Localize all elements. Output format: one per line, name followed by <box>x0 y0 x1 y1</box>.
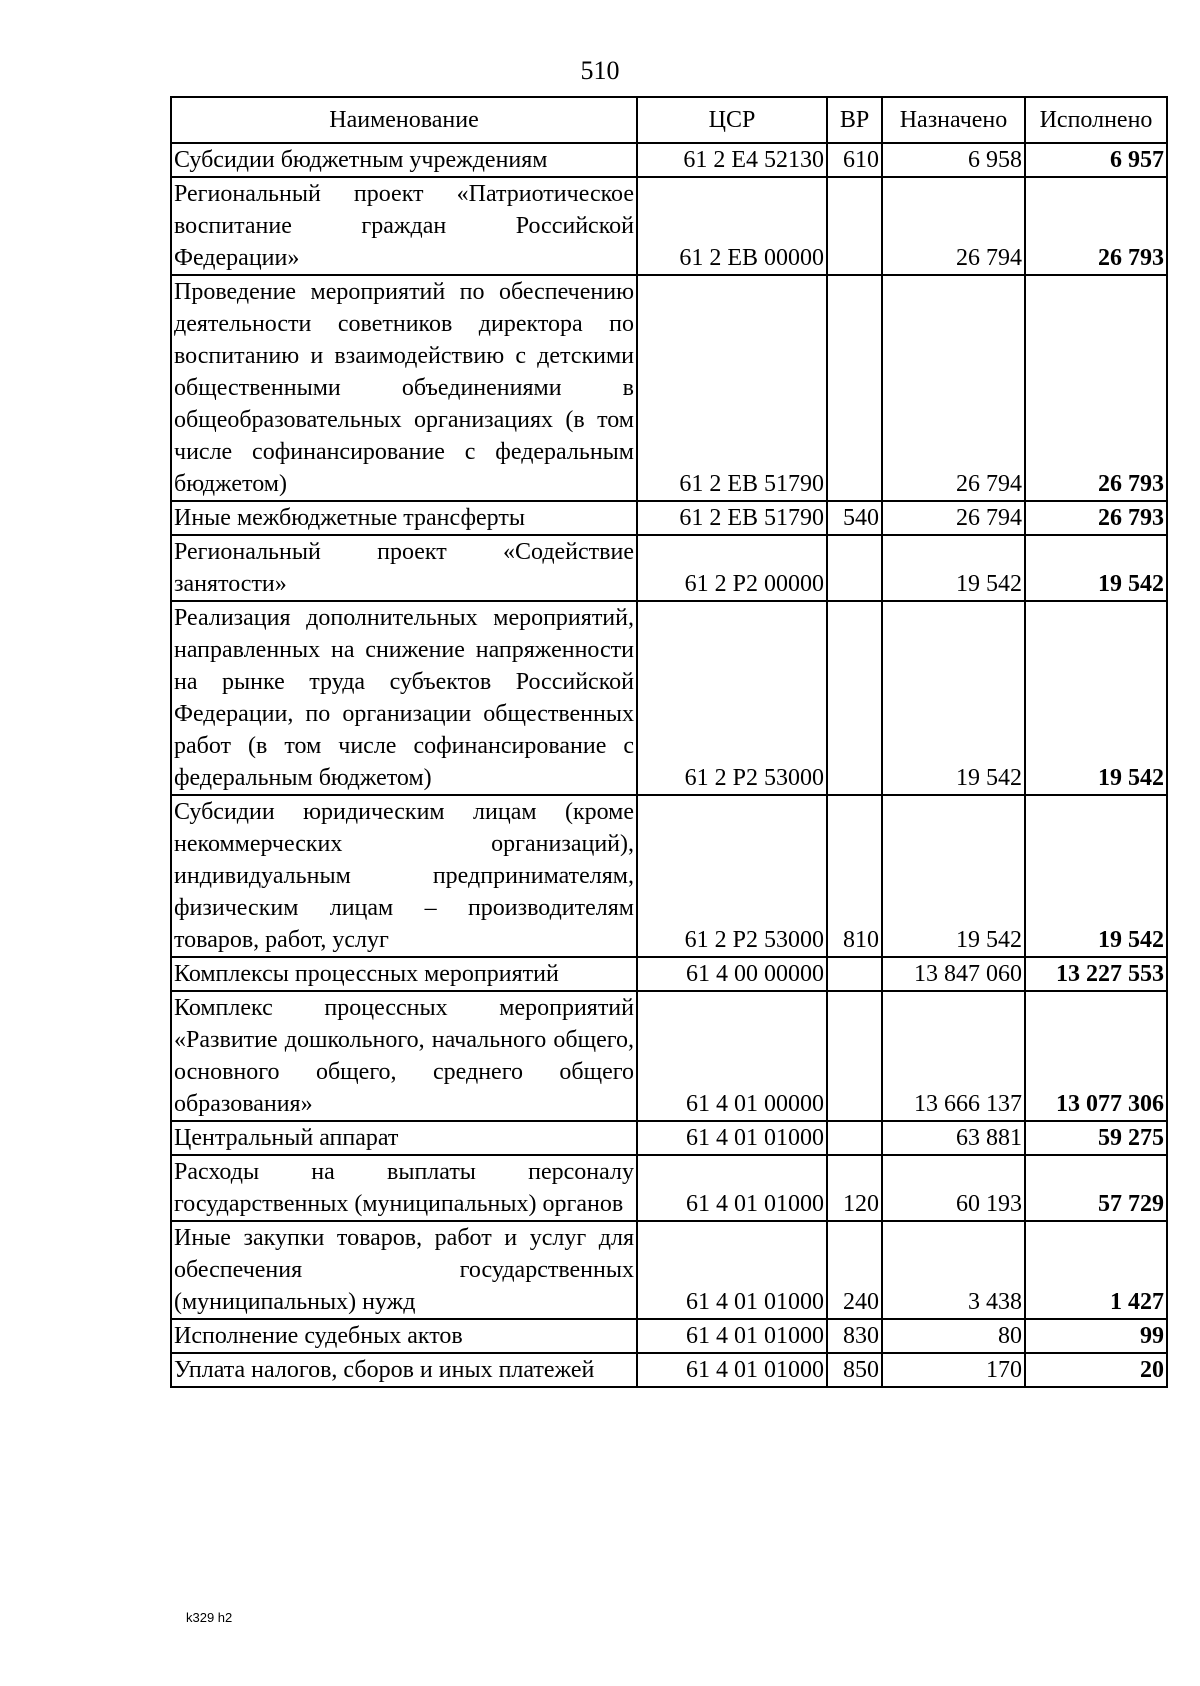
row-vr: 540 <box>827 501 882 535</box>
header-csr: ЦСР <box>637 97 827 143</box>
row-assigned: 13 666 137 <box>882 991 1025 1121</box>
row-name: Региональный проект «Содействие занятости» <box>171 535 637 601</box>
table-row <box>171 177 1167 275</box>
row-assigned: 19 542 <box>882 535 1025 601</box>
row-executed: 26 793 <box>1025 501 1167 535</box>
row-vr <box>827 991 882 1121</box>
row-name: Реализация дополнительных мероприятий, направленных на снижение напряженности на рынке труда субъектов Российской Федерации, по организации общественных работ (в том числе софинансирование с федеральным бюджетом) <box>171 601 637 795</box>
row-assigned: 26 794 <box>882 275 1025 501</box>
table-row <box>171 501 1167 535</box>
row-vr <box>827 275 882 501</box>
row-name: Центральный аппарат <box>171 1121 637 1155</box>
row-vr: 240 <box>827 1221 882 1319</box>
table-row <box>171 957 1167 991</box>
row-name: Региональный проект «Патриотическое воспитание граждан Российской Федерации» <box>171 177 637 275</box>
row-assigned: 26 794 <box>882 501 1025 535</box>
header-executed: Исполнено <box>1025 97 1167 143</box>
row-csr: 61 4 01 01000 <box>637 1155 827 1221</box>
row-vr: 830 <box>827 1319 882 1353</box>
row-name: Субсидии бюджетным учреждениям <box>171 143 637 177</box>
row-vr <box>827 601 882 795</box>
row-csr: 61 2 P2 00000 <box>637 535 827 601</box>
row-assigned: 26 794 <box>882 177 1025 275</box>
row-assigned: 63 881 <box>882 1121 1025 1155</box>
row-assigned: 6 958 <box>882 143 1025 177</box>
table-row <box>171 1353 1167 1387</box>
row-name: Проведение мероприятий по обеспечению деятельности советников директора по воспитанию и взаимодействию с детскими общественными объединениями в общеобразовательных организациях (в том числе софинансирование с федеральным бюджетом) <box>171 275 637 501</box>
table-row <box>171 991 1167 1121</box>
row-csr: 61 2 E4 52130 <box>637 143 827 177</box>
row-name: Уплата налогов, сборов и иных платежей <box>171 1353 637 1387</box>
row-executed: 26 793 <box>1025 275 1167 501</box>
row-name: Расходы на выплаты персоналу государственных (муниципальных) органов <box>171 1155 637 1221</box>
table-row <box>171 1221 1167 1319</box>
row-executed: 57 729 <box>1025 1155 1167 1221</box>
table-row <box>171 535 1167 601</box>
table-row <box>171 795 1167 957</box>
row-executed: 19 542 <box>1025 535 1167 601</box>
row-assigned: 60 193 <box>882 1155 1025 1221</box>
row-vr <box>827 535 882 601</box>
row-csr: 61 4 01 01000 <box>637 1319 827 1353</box>
row-executed: 26 793 <box>1025 177 1167 275</box>
row-vr <box>827 957 882 991</box>
row-csr: 61 4 00 00000 <box>637 957 827 991</box>
row-csr: 61 2 EB 51790 <box>637 275 827 501</box>
row-csr: 61 4 01 01000 <box>637 1121 827 1155</box>
header-name: Наименование <box>171 97 637 143</box>
table-row <box>171 601 1167 795</box>
row-vr <box>827 177 882 275</box>
row-executed: 59 275 <box>1025 1121 1167 1155</box>
row-vr: 120 <box>827 1155 882 1221</box>
header-assigned: Назначено <box>882 97 1025 143</box>
row-name: Исполнение судебных актов <box>171 1319 637 1353</box>
row-name: Субсидии юридическим лицам (кроме некоммерческих организаций), индивидуальным предпринимателям, физическим лицам – производителям товаров, работ, услуг <box>171 795 637 957</box>
row-vr: 610 <box>827 143 882 177</box>
table-row <box>171 275 1167 501</box>
row-vr <box>827 1121 882 1155</box>
row-csr: 61 2 EB 00000 <box>637 177 827 275</box>
row-executed: 1 427 <box>1025 1221 1167 1319</box>
row-executed: 20 <box>1025 1353 1167 1387</box>
row-executed: 13 077 306 <box>1025 991 1167 1121</box>
row-assigned: 80 <box>882 1319 1025 1353</box>
row-executed: 13 227 553 <box>1025 957 1167 991</box>
row-csr: 61 2 EB 51790 <box>637 501 827 535</box>
row-csr: 61 4 01 00000 <box>637 991 827 1121</box>
budget-table <box>170 96 1168 1388</box>
row-csr: 61 4 01 01000 <box>637 1221 827 1319</box>
row-assigned: 3 438 <box>882 1221 1025 1319</box>
row-assigned: 19 542 <box>882 795 1025 957</box>
table-header-row <box>171 97 1167 143</box>
footer-code: k329 h2 <box>186 1610 233 1625</box>
row-assigned: 170 <box>882 1353 1025 1387</box>
row-csr: 61 4 01 01000 <box>637 1353 827 1387</box>
row-executed: 6 957 <box>1025 143 1167 177</box>
row-executed: 19 542 <box>1025 601 1167 795</box>
row-assigned: 19 542 <box>882 601 1025 795</box>
table-row <box>171 143 1167 177</box>
table-row <box>171 1319 1167 1353</box>
table-row <box>171 1155 1167 1221</box>
row-csr: 61 2 P2 53000 <box>637 601 827 795</box>
row-executed: 19 542 <box>1025 795 1167 957</box>
row-vr: 850 <box>827 1353 882 1387</box>
row-csr: 61 2 P2 53000 <box>637 795 827 957</box>
page-number: 510 <box>580 56 620 85</box>
table-row <box>171 1121 1167 1155</box>
header-vr: ВР <box>827 97 882 143</box>
row-name: Комплекс процессных мероприятий «Развитие дошкольного, начального общего, основного общего, среднего общего образования» <box>171 991 637 1121</box>
row-assigned: 13 847 060 <box>882 957 1025 991</box>
row-name: Комплексы процессных мероприятий <box>171 957 637 991</box>
row-vr: 810 <box>827 795 882 957</box>
row-executed: 99 <box>1025 1319 1167 1353</box>
row-name: Иные межбюджетные трансферты <box>171 501 637 535</box>
row-name: Иные закупки товаров, работ и услуг для обеспечения государственных (муниципальных) нужд <box>171 1221 637 1319</box>
